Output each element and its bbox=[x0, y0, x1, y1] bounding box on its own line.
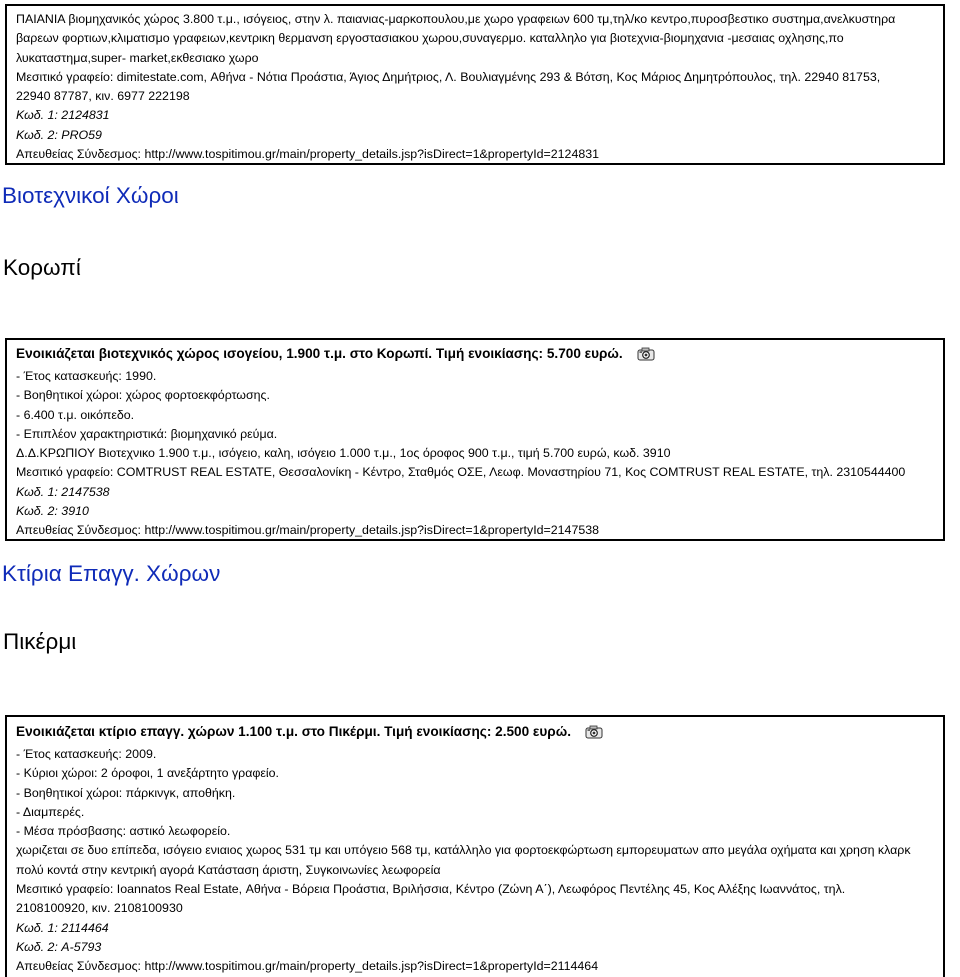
listing-code-1: Κωδ. 1: 2114464 bbox=[16, 920, 109, 935]
listing-code-1: Κωδ. 1: 2147538 bbox=[16, 484, 110, 499]
listing-agency: Μεσιτικό γραφείο: Ioannatos Real Estate, Αθήνα - Βόρεια Προάστια, Βριλήσσια, Κέντρο (Ζώνη Α΄), Λεωφόρος Πεντέλης 45, Κος Αλέξης Ιωαννάτος, τηλ. bbox=[16, 882, 846, 897]
listing-agency: Μεσιτικό γραφείο: COMTRUST REAL ESTATE, Θεσσαλονίκη - Κέντρο, Σταθμός ΟΣΕ, Λεωφ. Μοναστηρίου 71, Κος COMTRUST REAL ESTATE, τηλ. 2310544400 bbox=[16, 465, 906, 480]
listing-title bbox=[16, 344, 934, 367]
listing-title-text: Ενοικιάζεται βιοτεχνικός χώρος ισογείου, 1.900 τ.μ. στο Κορωπί. Τιμή ενοικίασης: 5.700 ευρώ. bbox=[16, 346, 623, 361]
feature-item: - Μέσα πρόσβασης: αστικό λεωφορείο. bbox=[16, 824, 231, 839]
listing-box-koropi bbox=[5, 338, 945, 541]
feature-item: - 6.400 τ.μ. οικόπεδο. bbox=[16, 407, 135, 422]
listing-agency-line: Μεσιτικό γραφείο: dimitestate.com, Αθήνα - Νότια Προάστια, Άγιος Δημήτριος, Λ. Βουλιαγμένης 293 & Βότση, Κος Μάριος Δημητρόπουλος, τηλ. 22940 81753, bbox=[16, 69, 881, 84]
listing-agency-line: 22940 87787, κιν. 6977 222198 bbox=[16, 89, 190, 104]
listing-description: Δ.Δ.ΚΡΩΠΙΟΥ Βιοτεχνικο 1.900 τ.μ., ισόγειο, καλη, ισόγειο 1.000 τ.μ., 1ος όροφος 900 τ.μ., τιμή 5.700 ευρώ, κωδ. 3910 bbox=[16, 446, 671, 461]
listing-text-line: ΠΑΙΑΝΙΑ βιομηχανικός χώρος 3.800 τ.μ., ισόγειος, στην λ. παιανιας-μαρκοπουλου,με χωρο γραφειων 600 τμ,τηλ/κο κεντρο,πυροσβεστικο συστημα,ανελκυστηρα bbox=[16, 12, 896, 26]
category-heading: Βιοτεχνικοί Χώροι bbox=[2, 183, 179, 208]
feature-item: - Έτος κατασκευής: 2009. bbox=[16, 747, 157, 761]
feature-item: - Βοηθητικοί χώροι: πάρκινγκ, αποθήκη. bbox=[16, 785, 236, 800]
category-heading: Κτίρια Επαγγ. Χώρων bbox=[2, 561, 221, 586]
listing-agency: 2108100920, κιν. 2108100930 bbox=[16, 901, 183, 916]
feature-item: - Κύριοι χώροι: 2 όροφοι, 1 ανεξάρτητο γραφείο. bbox=[16, 766, 280, 781]
listing-code-2: Κωδ. 2: A-5793 bbox=[16, 939, 102, 954]
camera-icon[interactable] bbox=[585, 725, 603, 745]
camera-icon[interactable] bbox=[637, 347, 655, 367]
listing-title bbox=[16, 722, 934, 745]
listing-box-paiania bbox=[5, 4, 945, 165]
listing-direct-link[interactable]: Απευθείας Σύνδεσμος: http://www.tospitimou.gr/main/property_details.jsp?isDirect=1&propertyId=2147538 bbox=[16, 523, 600, 538]
area-heading: Κορωπί bbox=[3, 255, 81, 280]
listing-text-line: λυκαταστημα,super- market,εκθεσιακο χωρο bbox=[16, 50, 259, 65]
listing-description: πολύ κοντά στην κεντρική αγορά Κατάσταση άριστη, Συγκοινωνίες λεωφορεία bbox=[16, 862, 441, 877]
feature-item: - Επιπλέον χαρακτηριστικά: βιομηχανικό ρεύμα. bbox=[16, 426, 278, 441]
area-heading: Πικέρμι bbox=[3, 629, 77, 654]
listing-box-pikermi bbox=[5, 715, 945, 977]
listing-direct-link[interactable]: Απευθείας Σύνδεσμος: http://www.tospitimou.gr/main/property_details.jsp?isDirect=1&propertyId=2124831 bbox=[16, 147, 600, 162]
feature-item: - Βοηθητικοί χώροι: χώρος φορτοεκφόρτωσης. bbox=[16, 388, 270, 403]
listing-code-1: Κωδ. 1: 2124831 bbox=[16, 108, 110, 123]
listing-description: χωριζεται σε δυο επίπεδα, ισόγειο ενιαιος χωρος 531 τμ και υπόγειο 568 τμ, κατάλληλο για φορτοεκφώρτωση εμπορευματων απο μεγάλα οχήματα και χρηση κλαρκ bbox=[16, 843, 911, 858]
listing-text-line: βαρεων φορτιων,κλιματισμο γραφειων,κεντρικη θερμανση εργοστασιακου χωρου,συναγερμο. καταλληλο για βιοτεχνια-βιομηχανια -μεσαιας οχλησης,πο bbox=[16, 31, 844, 46]
feature-item: - Διαμπερές. bbox=[16, 804, 85, 819]
listing-direct-link[interactable]: Απευθείας Σύνδεσμος: http://www.tospitimou.gr/main/property_details.jsp?isDirect=1&propertyId=2114464 bbox=[16, 959, 599, 974]
listing-code-2: Κωδ. 2: PRO59 bbox=[16, 127, 102, 142]
listing-title-text: Ενοικιάζεται κτίριο επαγγ. χώρων 1.100 τ.μ. στο Πικέρμι. Τιμή ενοικίασης: 2.500 ευρώ. bbox=[16, 724, 571, 739]
listing-code-2: Κωδ. 2: 3910 bbox=[16, 504, 89, 519]
feature-item: - Έτος κατασκευής: 1990. bbox=[16, 369, 157, 383]
